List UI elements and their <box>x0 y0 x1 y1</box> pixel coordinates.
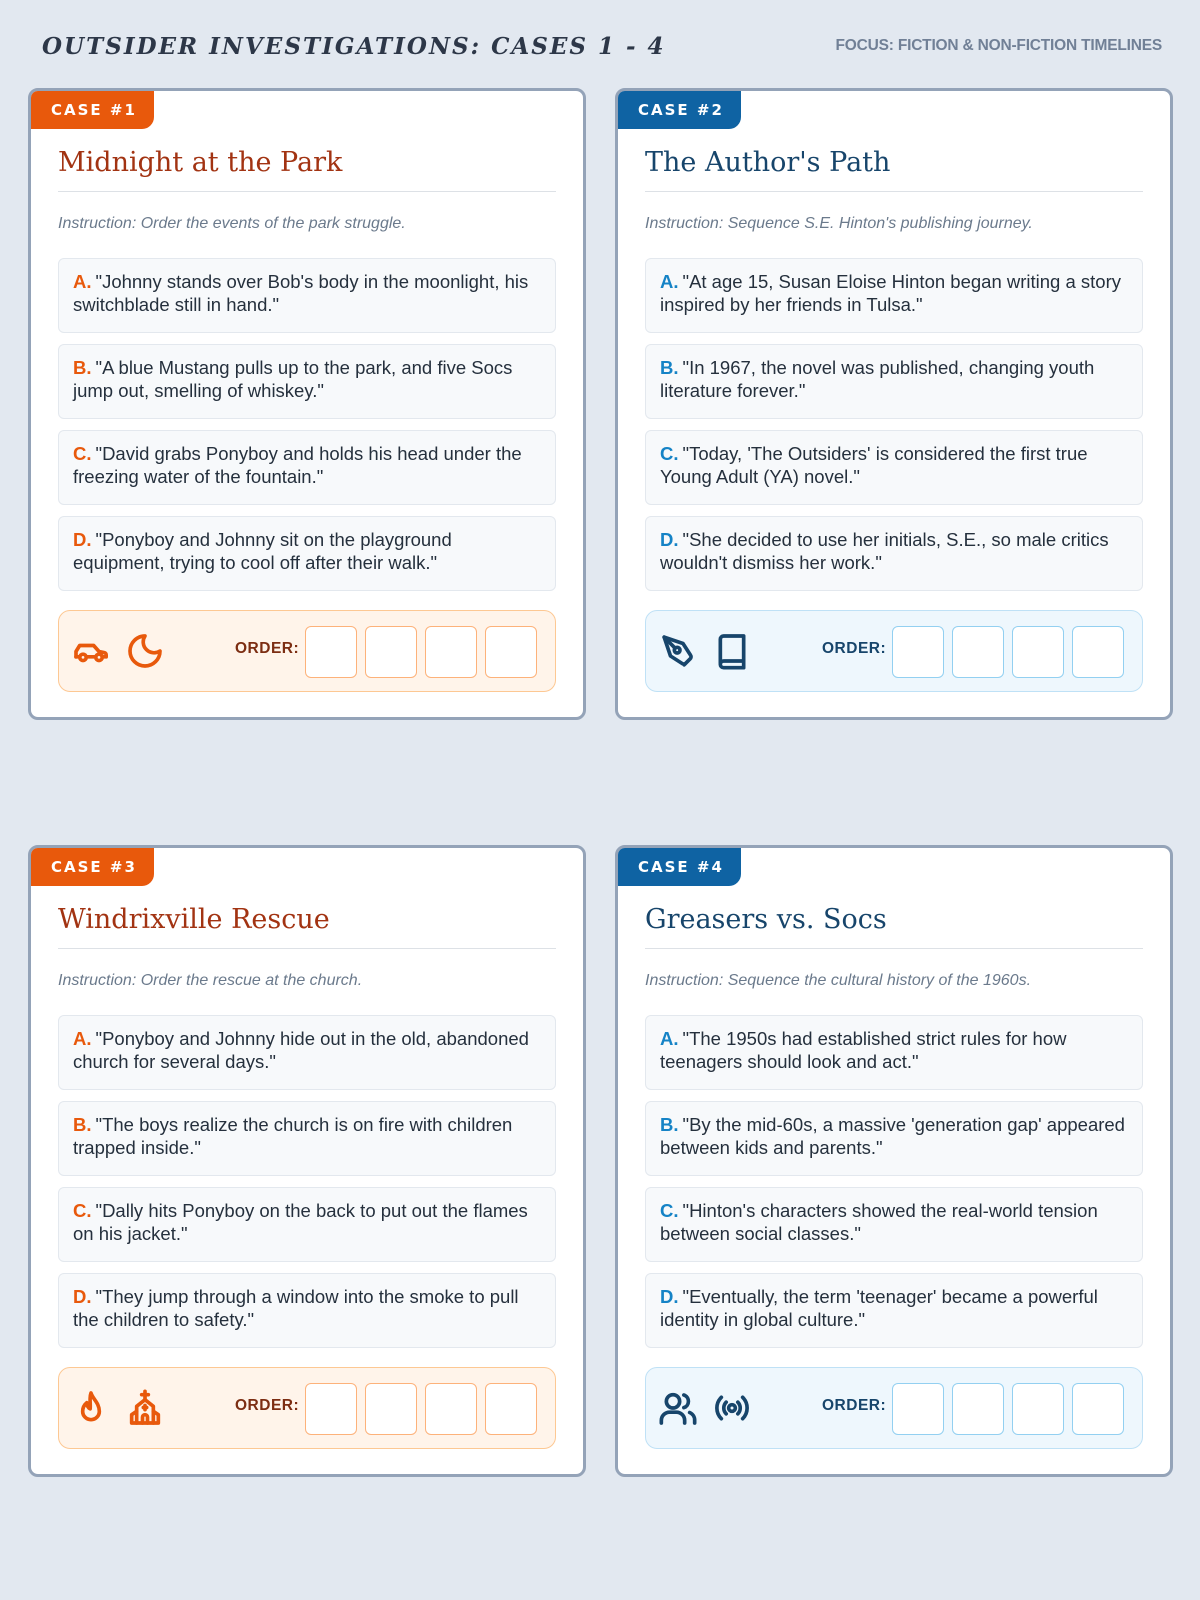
event-card-d[interactable] <box>58 516 556 591</box>
event-card-b[interactable] <box>645 1101 1143 1176</box>
case-tag: CASE #4 <box>618 848 741 886</box>
answer-box-2[interactable] <box>365 1383 417 1435</box>
moon-icon <box>125 631 165 671</box>
event-card-a[interactable] <box>58 1015 556 1090</box>
event-list <box>645 258 1143 602</box>
church-icon <box>125 1388 165 1428</box>
event-text: "Today, 'The Outsiders' is considered the first true Young Adult (YA) novel." <box>660 443 1088 487</box>
answer-box-3[interactable] <box>1012 626 1064 678</box>
event-letter: A. <box>660 1028 679 1049</box>
page-title: OUTSIDER INVESTIGATIONS: CASES 1 - 4 <box>42 32 666 60</box>
case-card-4 <box>615 845 1173 1477</box>
answer-box-3[interactable] <box>425 626 477 678</box>
event-letter: B. <box>73 357 92 378</box>
event-letter: B. <box>660 1114 679 1135</box>
event-letter: C. <box>73 443 92 464</box>
page-focus-label: FOCUS: FICTION & NON-FICTION TIMELINES <box>835 37 1162 54</box>
event-text: "Ponyboy and Johnny hide out in the old, abandoned church for several days." <box>73 1028 529 1072</box>
case-title: Greasers vs. Socs <box>645 904 887 935</box>
pen-nib-icon <box>658 631 698 671</box>
event-letter: D. <box>73 529 92 550</box>
case-card-3 <box>28 845 586 1477</box>
event-letter: C. <box>660 1200 679 1221</box>
event-card-b[interactable] <box>645 344 1143 419</box>
event-letter: D. <box>660 529 679 550</box>
answer-box-2[interactable] <box>952 1383 1004 1435</box>
answer-box-1[interactable] <box>305 1383 357 1435</box>
answer-box-1[interactable] <box>892 1383 944 1435</box>
answer-box-2[interactable] <box>952 626 1004 678</box>
answer-box-3[interactable] <box>425 1383 477 1435</box>
event-list <box>645 1015 1143 1359</box>
case-title: Windrixville Rescue <box>58 904 330 935</box>
flame-icon <box>71 1388 111 1428</box>
broadcast-icon <box>712 1388 752 1428</box>
event-text: "A blue Mustang pulls up to the park, and five Socs jump out, smelling of whiskey." <box>73 357 513 401</box>
answer-box-1[interactable] <box>892 626 944 678</box>
case-instruction: Instruction: Order the rescue at the church. <box>58 972 363 989</box>
order-label: ORDER: <box>235 640 300 657</box>
answer-bar <box>58 1367 556 1449</box>
event-letter: C. <box>73 1200 92 1221</box>
event-text: "David grabs Ponyboy and holds his head under the freezing water of the fountain." <box>73 443 522 487</box>
event-text: "The 1950s had established strict rules for how teenagers should look and act." <box>660 1028 1067 1072</box>
event-card-c[interactable] <box>58 1187 556 1262</box>
title-divider <box>645 191 1143 192</box>
event-card-c[interactable] <box>645 1187 1143 1262</box>
title-divider <box>58 191 556 192</box>
event-letter: C. <box>660 443 679 464</box>
event-letter: D. <box>660 1286 679 1307</box>
event-card-b[interactable] <box>58 1101 556 1176</box>
event-text: "They jump through a window into the smoke to pull the children to safety." <box>73 1286 519 1330</box>
answer-bar <box>58 610 556 692</box>
event-letter: B. <box>660 357 679 378</box>
event-card-c[interactable] <box>645 430 1143 505</box>
event-letter: A. <box>73 271 92 292</box>
event-letter: A. <box>73 1028 92 1049</box>
order-label: ORDER: <box>822 640 887 657</box>
case-tag: CASE #1 <box>31 91 154 129</box>
event-list <box>58 1015 556 1359</box>
book-icon <box>712 631 752 671</box>
case-card-1 <box>28 88 586 720</box>
case-title: The Author's Path <box>645 147 891 178</box>
event-card-d[interactable] <box>645 1273 1143 1348</box>
event-text: "Eventually, the term 'teenager' became a powerful identity in global culture." <box>660 1286 1098 1330</box>
event-card-a[interactable] <box>645 258 1143 333</box>
case-tag: CASE #3 <box>31 848 154 886</box>
event-letter: D. <box>73 1286 92 1307</box>
event-text: "She decided to use her initials, S.E., so male critics wouldn't dismiss her work." <box>660 529 1109 573</box>
case-card-2 <box>615 88 1173 720</box>
answer-box-2[interactable] <box>365 626 417 678</box>
event-list <box>58 258 556 602</box>
answer-box-3[interactable] <box>1012 1383 1064 1435</box>
page-header <box>42 28 1162 64</box>
order-label: ORDER: <box>822 1397 887 1414</box>
answer-box-4[interactable] <box>1072 626 1124 678</box>
title-divider <box>645 948 1143 949</box>
event-text: "Ponyboy and Johnny sit on the playground equipment, trying to cool off after their walk." <box>73 529 452 573</box>
event-card-c[interactable] <box>58 430 556 505</box>
users-icon <box>658 1388 698 1428</box>
answer-box-1[interactable] <box>305 626 357 678</box>
event-text: "At age 15, Susan Eloise Hinton began writing a story inspired by her friends in Tulsa." <box>660 271 1121 315</box>
event-card-a[interactable] <box>645 1015 1143 1090</box>
event-card-d[interactable] <box>58 1273 556 1348</box>
event-card-b[interactable] <box>58 344 556 419</box>
event-text: "Hinton's characters showed the real-world tension between social classes." <box>660 1200 1098 1244</box>
answer-box-4[interactable] <box>485 1383 537 1435</box>
case-title: Midnight at the Park <box>58 147 343 178</box>
event-card-a[interactable] <box>58 258 556 333</box>
answer-box-4[interactable] <box>1072 1383 1124 1435</box>
case-instruction: Instruction: Sequence the cultural history of the 1960s. <box>645 972 1032 989</box>
event-text: "Dally hits Ponyboy on the back to put out the flames on his jacket." <box>73 1200 528 1244</box>
event-card-d[interactable] <box>645 516 1143 591</box>
order-label: ORDER: <box>235 1397 300 1414</box>
event-text: "The boys realize the church is on fire with children trapped inside." <box>73 1114 513 1158</box>
event-text: "Johnny stands over Bob's body in the moonlight, his switchblade still in hand." <box>73 271 529 315</box>
answer-box-4[interactable] <box>485 626 537 678</box>
event-letter: B. <box>73 1114 92 1135</box>
event-letter: A. <box>660 271 679 292</box>
title-divider <box>58 948 556 949</box>
event-text: "By the mid-60s, a massive 'generation gap' appeared between kids and parents." <box>660 1114 1125 1158</box>
event-text: "In 1967, the novel was published, changing youth literature forever." <box>660 357 1095 401</box>
case-instruction: Instruction: Sequence S.E. Hinton's publishing journey. <box>645 215 1033 232</box>
answer-bar <box>645 610 1143 692</box>
answer-bar <box>645 1367 1143 1449</box>
case-instruction: Instruction: Order the events of the park struggle. <box>58 215 406 232</box>
car-icon <box>71 631 111 671</box>
case-tag: CASE #2 <box>618 91 741 129</box>
